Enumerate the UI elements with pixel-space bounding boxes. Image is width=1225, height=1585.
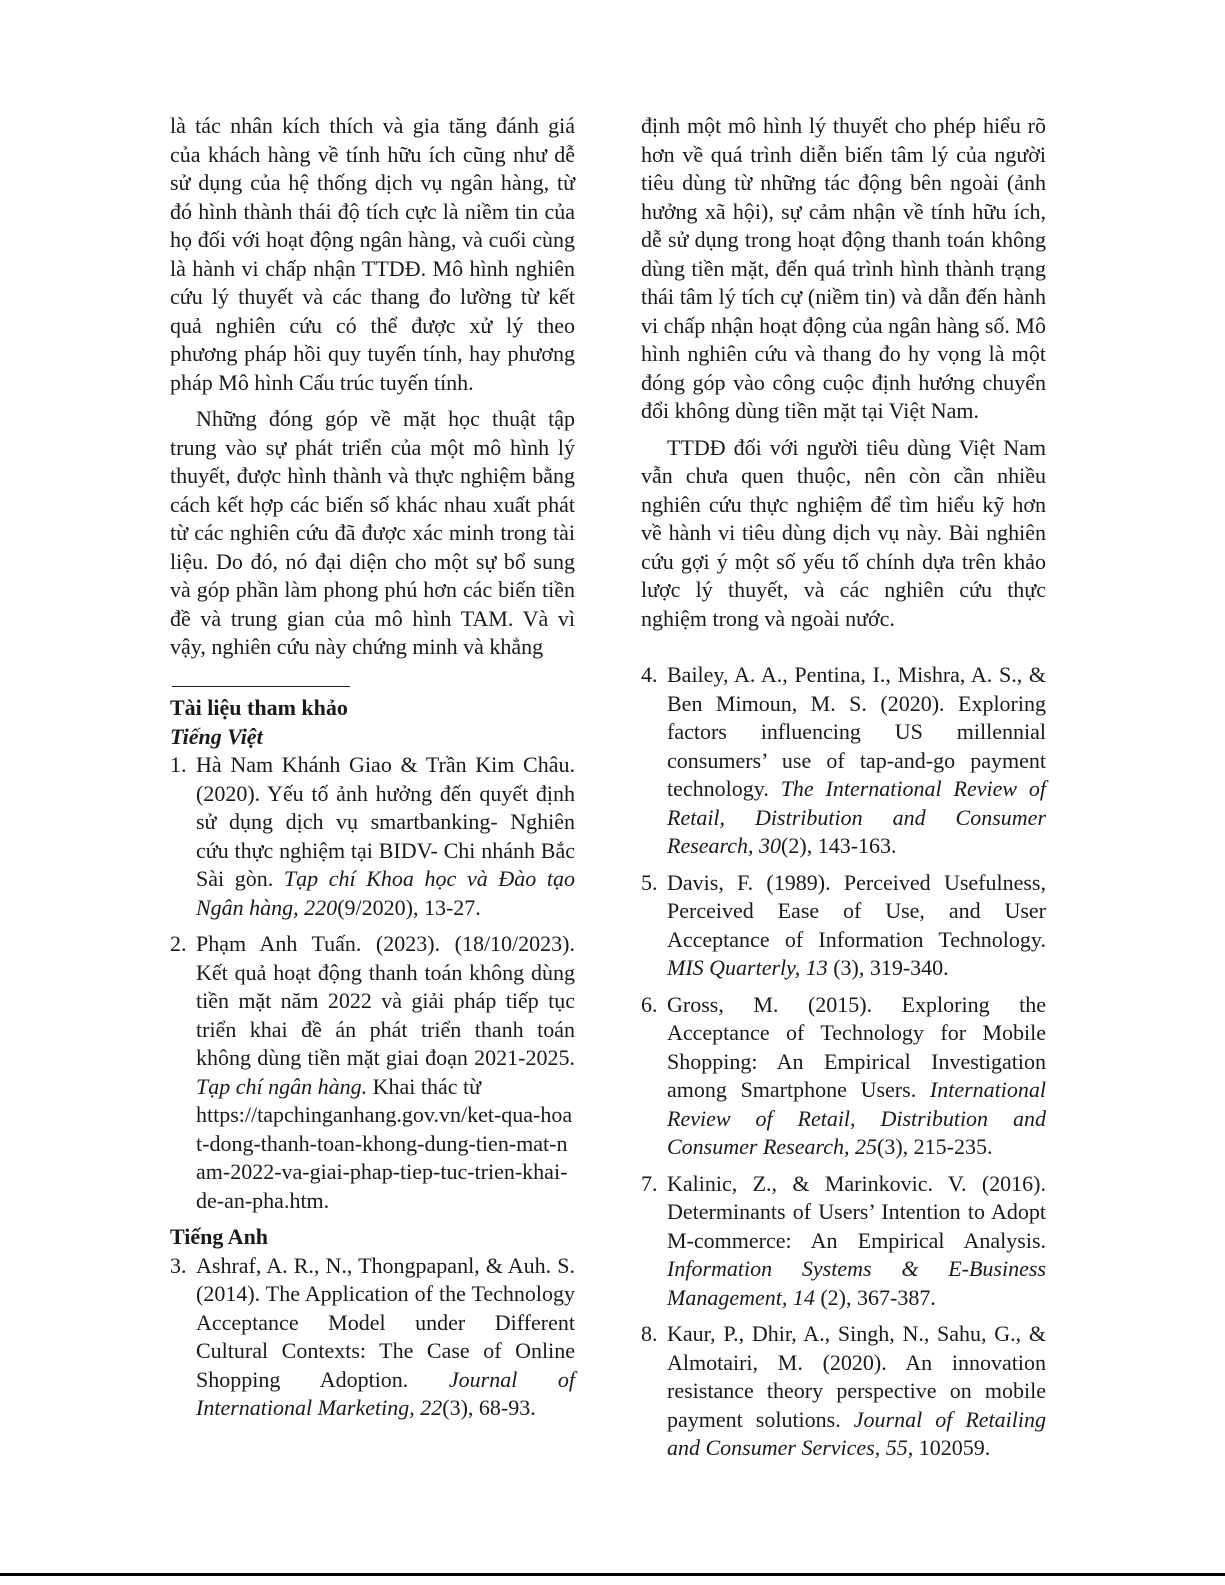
references-left xyxy=(170,694,575,1431)
reference-tail: (3), 68-93. xyxy=(442,1395,536,1420)
reference-text: Hà Nam Khánh Giao & Trần Kim Châu. (2020). Yếu tố ảnh hưởng đến quyết định sử dụng dịch vụ smartbanking- Nghiên cứu thực nghiệm tại BIDV- Chi nhánh Bắc Sài gòn. xyxy=(196,752,575,891)
reference-tail: Khai thác từ xyxy=(367,1073,482,1099)
reference-text: Ashraf, A. R., N., Thongpapanl, & Auh. S. (2014). The Application of the Technology Acceptance Model under Different Cultural Contexts: The Case of Online Shopping Adoption. xyxy=(196,1252,575,1392)
reference-journal: Journal of International Marketing, 22 xyxy=(196,1366,575,1420)
reference-item xyxy=(641,869,1046,983)
reference-item xyxy=(641,991,1046,1162)
reference-item xyxy=(170,1252,575,1423)
body-paragraph: định một mô hình lý thuyết cho phép hiểu rõ hơn về quá trình diễn biến tâm lý của người tiêu dùng từ những tác động bên ngoài (ảnh hưởng xã hội), sự cảm nhận về tính hữu ích, dễ sử dụng trong hoạt động thanh toán không dùng tiền mặt, đến quá trình hình thành trạng thái tâm lý tích cự (niềm tin) và dẫn đến hành vi chấp nhận hoạt động của ngân hàng số. Mô hình nghiên cứu và thang đo hy vọng là một đóng góp vào công cuộc định hướng chuyển đổi không dùng tiền mặt tại Việt Nam. xyxy=(641,113,1046,423)
reference-number: 1. xyxy=(170,752,187,777)
reference-number: 3. xyxy=(170,1252,187,1278)
references-vietnamese-heading: Tiếng Việt xyxy=(170,723,263,749)
reference-tail: , 102059. xyxy=(907,1435,991,1460)
reference-separator: , xyxy=(874,1435,886,1460)
references-right xyxy=(641,661,1046,1471)
body-paragraph: Những đóng góp về mặt học thuật tập trung vào sự phát triển của một mô hình lý thuyết, được hình thành và thực nghiệm bằng cách kết hợp các biến số khác nhau xuất phát từ các nghiên cứu đã được xác minh trong tài liệu. Do đó, nó đại diện cho một sự bổ sung và góp phần làm phong phú hơn các biến tiền đề và trung gian của mô hình TAM. Và vì vậy, nghiên cứu này chứng minh và khẳng xyxy=(170,406,575,659)
reference-number: 4. xyxy=(641,662,658,687)
reference-journal: Tạp chí Khoa học và Đào tạo Ngân hàng, 220 xyxy=(196,866,575,920)
reference-number: 2. xyxy=(170,931,187,956)
reference-item xyxy=(641,661,1046,861)
reference-number: 7. xyxy=(641,1170,658,1196)
reference-journal: MIS Quarterly, 13 xyxy=(667,955,828,980)
reference-text: Phạm Anh Tuấn. (2023). (18/10/2023). Kết quả hoạt động thanh toán không dùng tiền mặt năm 2022 và giải pháp tiếp tục triển khai đề án phát triển thanh toán không dùng tiền mặt giai đoạn 2021-2025. xyxy=(196,931,575,1070)
reference-journal: Information Systems & E-Business Management, 14 xyxy=(667,1256,1046,1310)
reference-text: Gross, M. (2015). Exploring the Acceptance of Technology for Mobile Shopping: An Empirical Investigation among Smartphone Users. xyxy=(667,991,1046,1102)
reference-journal: Journal of Retailing and Consumer Services xyxy=(667,1406,1047,1460)
reference-tail: (9/2020), 13-27. xyxy=(337,894,481,920)
references-divider xyxy=(172,686,350,687)
page-bottom-border xyxy=(0,1573,1225,1576)
reference-tail: (2), 367-387. xyxy=(814,1284,936,1310)
right-column xyxy=(641,112,1046,633)
reference-tail: (2), 143-163. xyxy=(781,833,897,858)
reference-item xyxy=(170,751,575,922)
reference-journal: International Review of Retail, Distribution and Consumer Research, 25 xyxy=(667,1077,1046,1159)
reference-url[interactable]: https://tapchinganhang.gov.vn/ket-qua-hoat-dong-thanh-toan-khong-dung-tien-mat-nam-2022-va-giai-phap-tiep-tuc-trien-khai-de-an-pha.htm. xyxy=(196,1102,573,1213)
body-paragraph: là tác nhân kích thích và gia tăng đánh giá của khách hàng về tính hữu ích cũng như dễ sử dụng của hệ thống dịch vụ ngân hàng, từ đó hình thành thái độ tích cực là niềm tin của họ đối với hoạt động ngân hàng, và cuối cùng là hành vi chấp nhận TTDĐ. Mô hình nghiên cứu lý thuyết và các thang đo lường từ kết quả nghiên cứu có thể được xử lý theo phương pháp hồi quy tuyến tính, hay phương pháp Mô hình Cấu trúc tuyến tính. xyxy=(170,113,575,395)
reference-tail: (3), 319-340. xyxy=(827,955,949,980)
reference-text: Davis, F. (1989). Perceived Usefulness, Perceived Ease of Use, and User Acceptance of Information Technology. xyxy=(667,869,1046,952)
reference-item xyxy=(170,930,575,1215)
reference-number: 8. xyxy=(641,1321,658,1346)
reference-text: Kaur, P., Dhir, A., Singh, N., Sahu, G., & Almotairi, M. (2020). An innovation resistance theory perspective on mobile payment solutions. xyxy=(667,1321,1046,1432)
reference-volume: 55 xyxy=(885,1435,908,1460)
body-paragraph: TTDĐ đối với người tiêu dùng Việt Nam vẫn chưa quen thuộc, nên còn cần nhiều nghiên cứu thực nghiệm để tìm hiểu kỹ hơn về hành vi tiêu dùng dịch vụ này. Bài nghiên cứu gợi ý một số yếu tố chính dựa trên khảo lược lý thuyết, và các nghiên cứu thực nghiệm trong và ngoài nước. xyxy=(641,434,1046,631)
left-column xyxy=(170,112,575,662)
references-title: Tài liệu tham khảo xyxy=(170,695,348,720)
reference-number: 6. xyxy=(641,991,658,1017)
reference-item xyxy=(641,1170,1046,1313)
reference-text: Bailey, A. A., Pentina, I., Mishra, A. S., & Ben Mimoun, M. S. (2020). Exploring factors influencing US millennial consumers’ use of tap-and-go payment technology. xyxy=(667,662,1046,801)
reference-item xyxy=(641,1320,1046,1463)
references-english-heading: Tiếng Anh xyxy=(170,1224,269,1249)
reference-journal: The International Review of Retail, Distribution and Consumer Research, 30 xyxy=(667,776,1046,858)
reference-tail: (3), 215-235. xyxy=(877,1134,993,1159)
reference-text: Kalinic, Z., & Marinkovic. V. (2016). Determinants of Users’ Intention to Adopt M-commerce: An Empirical Analysis. xyxy=(667,1170,1046,1253)
reference-journal: Tạp chí ngân hàng. xyxy=(196,1073,368,1099)
reference-number: 5. xyxy=(641,869,658,895)
